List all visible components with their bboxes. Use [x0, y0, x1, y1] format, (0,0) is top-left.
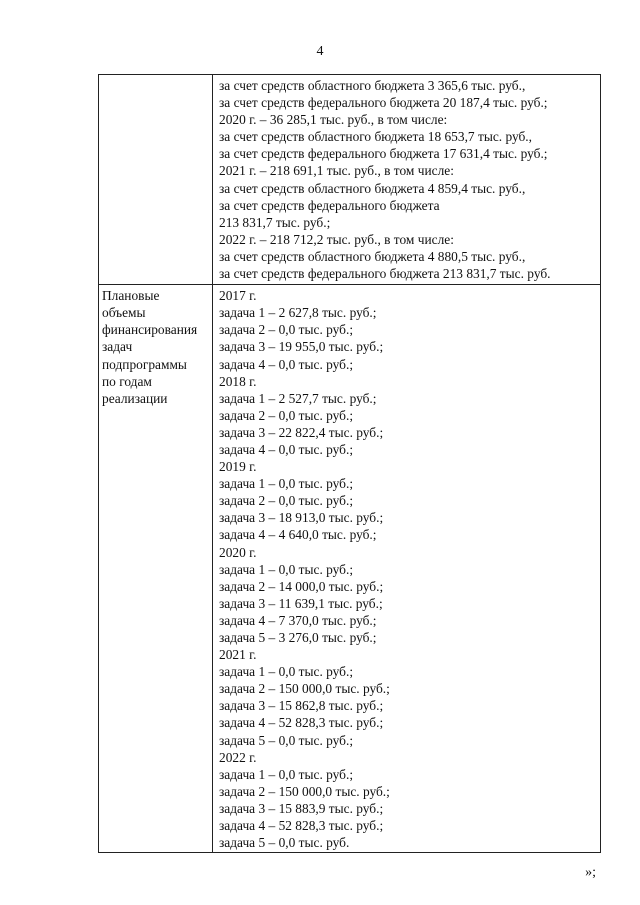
- content-line: за счет средств областного бюджета 4 880,5 тыс. руб.,: [219, 248, 526, 264]
- table-row: [99, 285, 601, 853]
- content-line: задача 2 – 14 000,0 тыс. руб.;: [219, 578, 384, 594]
- row-label-cell: [99, 285, 213, 853]
- content-line: задача 3 – 22 822,4 тыс. руб.;: [219, 424, 384, 440]
- content-line: задача 1 – 0,0 тыс. руб.;: [219, 476, 354, 492]
- label-line: объемы: [102, 305, 146, 321]
- content-line: 2021 г.: [219, 647, 257, 663]
- content-line: задача 3 – 18 913,0 тыс. руб.;: [219, 510, 384, 526]
- content-line: 2019 г.: [219, 459, 257, 475]
- content-line: задача 3 – 15 883,9 тыс. руб.;: [219, 800, 384, 816]
- content-line: задача 4 – 0,0 тыс. руб.;: [219, 441, 354, 457]
- row-label-cell: [99, 75, 213, 285]
- content-line: за счет средств федерального бюджета: [219, 197, 440, 213]
- content-line: задача 1 – 0,0 тыс. руб.;: [219, 664, 354, 680]
- row-label: [99, 75, 212, 77]
- content-line: задача 4 – 7 370,0 тыс. руб.;: [219, 612, 377, 628]
- page-number: 4: [316, 44, 324, 59]
- content-line: 2022 г. – 218 712,2 тыс. руб., в том числе:: [219, 231, 454, 247]
- content-line: задача 4 – 0,0 тыс. руб.;: [219, 356, 354, 372]
- content-line: за счет средств областного бюджета 3 365,6 тыс. руб.,: [219, 78, 526, 93]
- label-line: Плановые: [102, 288, 160, 304]
- content-line: задача 4 – 52 828,3 тыс. руб.;: [219, 715, 384, 731]
- content-line: задача 2 – 0,0 тыс. руб.;: [219, 322, 354, 338]
- content-line: за счет средств федерального бюджета 20 187,4 тыс. руб.;: [219, 95, 548, 111]
- content-line: 2020 г. – 36 285,1 тыс. руб., в том числе:: [219, 112, 448, 128]
- content-line: 2017 г.: [219, 288, 257, 304]
- content-line: 213 831,7 тыс. руб.;: [219, 214, 331, 230]
- row-label: [99, 285, 212, 407]
- content-line: задача 1 – 2 627,8 тыс. руб.;: [219, 305, 377, 321]
- content-line: задача 3 – 15 862,8 тыс. руб.;: [219, 698, 384, 714]
- content-line: задача 2 – 150 000,0 тыс. руб.;: [219, 681, 390, 697]
- content-line: за счет средств областного бюджета 18 653,7 тыс. руб.,: [219, 129, 532, 145]
- row-content-cell: [213, 75, 601, 285]
- closing-quote-mark: »;: [585, 865, 596, 880]
- label-line: по годам: [102, 373, 152, 389]
- content-line: 2021 г. – 218 691,1 тыс. руб., в том числе:: [219, 163, 454, 179]
- content-line: задача 5 – 0,0 тыс. руб.;: [219, 732, 354, 748]
- content-line: задача 1 – 0,0 тыс. руб.;: [219, 561, 354, 577]
- table-row: [99, 75, 601, 285]
- content-line: задача 2 – 0,0 тыс. руб.;: [219, 407, 354, 423]
- content-line: 2022 г.: [219, 749, 257, 765]
- content-line: за счет средств федерального бюджета 213 831,7 тыс. руб.: [219, 266, 551, 282]
- content-line: задача 3 – 19 955,0 тыс. руб.;: [219, 339, 384, 355]
- content-line: задача 1 – 2 527,7 тыс. руб.;: [219, 390, 377, 406]
- content-line: задача 1 – 0,0 тыс. руб.;: [219, 766, 354, 782]
- content-line: 2020 г.: [219, 544, 257, 560]
- content-line: задача 5 – 0,0 тыс. руб.: [219, 835, 350, 851]
- content-line: задача 2 – 150 000,0 тыс. руб.;: [219, 783, 390, 799]
- row-content-cell: [213, 285, 601, 853]
- financing-table: [98, 74, 601, 853]
- content-line: задача 4 – 52 828,3 тыс. руб.;: [219, 818, 384, 834]
- label-line: задач: [102, 339, 133, 355]
- content-line: 2018 г.: [219, 373, 257, 389]
- content-line: задача 3 – 11 639,1 тыс. руб.;: [219, 595, 383, 611]
- content-line: задача 2 – 0,0 тыс. руб.;: [219, 493, 354, 509]
- budget-breakdown: [213, 75, 600, 284]
- label-line: подпрограммы: [102, 356, 187, 372]
- task-financing-by-year: [213, 285, 600, 852]
- content-line: задача 5 – 3 276,0 тыс. руб.;: [219, 630, 377, 645]
- content-line: за счет средств областного бюджета 4 859,4 тыс. руб.,: [219, 180, 526, 196]
- label-line: финансирования: [102, 322, 198, 338]
- content-line: задача 4 – 4 640,0 тыс. руб.;: [219, 527, 377, 543]
- label-line: реализации: [102, 390, 168, 406]
- content-line: за счет средств федерального бюджета 17 631,4 тыс. руб.;: [219, 146, 548, 162]
